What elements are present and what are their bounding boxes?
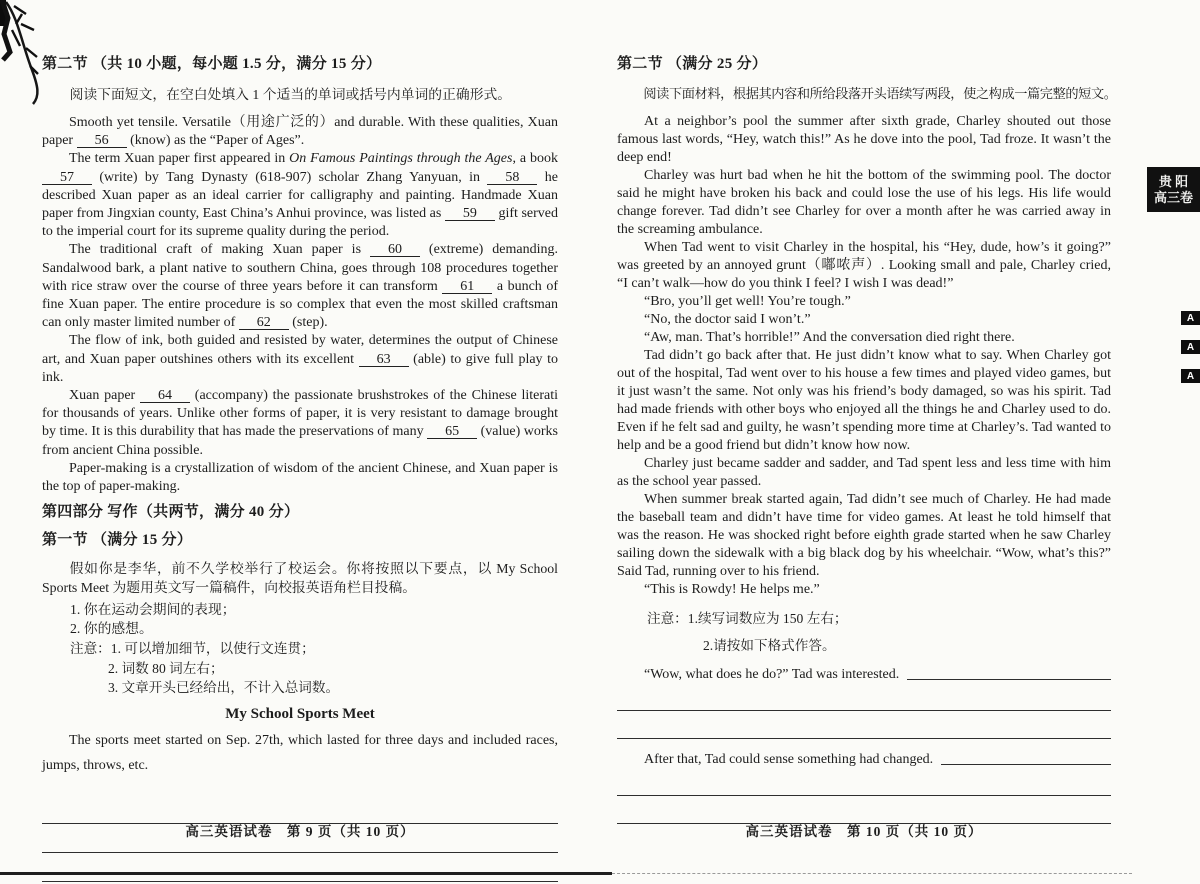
story-paragraph-10: “This is Rowdy! He helps me.” <box>644 582 820 597</box>
answer-lines-2 <box>617 768 1111 824</box>
story-paragraph-2: Charley was hurt bad when he hit the bottom of the swimming pool. The doctor said he might have broken his back and could lose the use of his legs. His life would change forever. Tad didn’t see Charley for over a month after he was carried away in the screaming ambulance. <box>617 168 1111 237</box>
registration-mark-1: A <box>1181 311 1200 325</box>
blank-62: 62 <box>239 316 289 330</box>
note-3: 3. 文章开头已经给出，不计入总词数。 <box>108 680 340 696</box>
cloze-paragraph-6: Paper-making is a crystallization of wisdom of the ancient Chinese, and Xuan paper is the top of paper-making. <box>42 460 558 495</box>
writing-point-1: 1. 你在运动会期间的表现； <box>70 602 236 618</box>
story-passage <box>617 113 1111 599</box>
section-2-heading-left: 第二节 （共 10 小题，每小题 1.5 分，满分 15 分） <box>42 56 382 72</box>
continuation-instruction: 阅读下面材料，根据其内容和所给段落开头语续写两段，使之构成一篇完整的短文。 <box>643 86 1117 101</box>
cloze-passage <box>42 114 558 496</box>
cloze-paragraph-5: Xuan paper 64 (accompany) the passionate brushstrokes of the Chinese literati for thousands of years. Unlike other forms of paper, it is very resistant to damage brought by time. It is this durability that has made the preservations of many 65 (value) works from ancient China possible. <box>42 388 558 458</box>
writing-line <box>617 711 1111 739</box>
essay-opening: The sports meet started on Sep. 27th, which lasted for three days and included races, jumps, throws, etc. <box>42 732 558 773</box>
page-10-footer: 高三英语试卷 第 10 页（共 10 页） <box>745 824 983 839</box>
blank-60: 60 <box>370 243 420 257</box>
blank-64: 64 <box>140 389 190 403</box>
writing-point-2: 2. 你的感想。 <box>70 621 153 637</box>
page-9-footer: 高三英语试卷 第 9 页（共 10 页） <box>185 824 415 839</box>
book-title: On Famous Paintings through the Ages <box>289 151 513 167</box>
page-9-column <box>42 52 558 882</box>
blank-58: 58 <box>487 171 537 185</box>
section-2-heading-right: 第二节 （满分 25 分） <box>617 56 768 72</box>
writing-prompt: 假如你是李华，前不久学校举行了校运会。你将按照以下要点，以 My School Sports Meet 为题用英文写一篇稿件，向校报英语角栏目投稿。 <box>42 561 558 596</box>
story-paragraph-5: “No, the doctor said I won’t.” <box>644 312 811 327</box>
story-paragraph-8: Charley just became sadder and sadder, and Tad spent less and less time with him as the school year passed. <box>617 456 1111 489</box>
cloze-paragraph-3: The traditional craft of making Xuan paper is 60 (extreme) demanding. Sandalwood bark, a plant native to southern China, goes through 108 procedures together with rice straw over the course of three years before it can transform 61 a bunch of fine Xuan paper. The entire procedure is so complex that even the most skilled craftsman can only master limited number of 62 (step). <box>42 242 559 331</box>
story-paragraph-7: Tad didn’t go back after that. He just didn’t know what to say. When Charley got out of the hospital, Tad went over to his house a few times and played video games, but it just wasn’t the same. Not only was his friend’s body damaged, so was his spirit. Tad had made friends with other boys who enjoyed all the things he and Charley used to do. Even if he felt sad and guilty, he wasn’t spending more time at Charley’s. Tad wanted to help and be a good friend but didn’t know how now. <box>617 348 1111 453</box>
stamp-line-2: 高三卷 <box>1153 190 1193 205</box>
continuation-1-lead: “Wow, what does he do?” Tad was interested. <box>617 667 1111 683</box>
writing-line <box>617 768 1111 796</box>
story-paragraph-6: “Aw, man. That’s horrible!” And the conversation died right there. <box>644 330 1015 345</box>
note-2: 2.请按如下格式作答。 <box>703 638 836 653</box>
writing-line <box>42 853 558 882</box>
cloze-paragraph-1: Smooth yet tensile. Versatile（用途广泛的）and durable. With these qualities, Xuan paper 56 (know) as the “Paper of Ages”. <box>42 115 558 149</box>
registration-marks <box>1181 311 1200 398</box>
notes-label: 注意： <box>70 641 111 657</box>
blank-65: 65 <box>427 425 477 439</box>
writing-line <box>617 683 1111 711</box>
continuation-notes <box>617 607 1111 654</box>
writing-points <box>42 600 558 638</box>
note-1: 注意：1.续写词数应为 150 左右； <box>647 611 848 626</box>
stamp-line-1: 贵 阳 <box>1158 174 1189 189</box>
blank-63: 63 <box>359 353 409 367</box>
blank-61: 61 <box>442 280 492 294</box>
story-paragraph-4: “Bro, you’ll get well! You’re tough.” <box>644 294 851 309</box>
notes-label: 注意： <box>647 611 688 626</box>
cloze-paragraph-4: The flow of ink, both guided and resisted by water, determines the output of Chinese art, and Xuan paper outshines others with its excellent 63 (able) to give full play to ink. <box>42 333 558 385</box>
blank-59: 59 <box>445 207 495 221</box>
section-1-heading: 第一节 （满分 15 分） <box>42 532 193 549</box>
scan-edge-line-faint <box>612 873 1132 874</box>
continuation-2-lead: After that, Tad could sense something had changed. <box>617 752 1111 768</box>
answer-line <box>907 677 1111 680</box>
registration-mark-3: A <box>1181 369 1200 383</box>
blank-57: 57 <box>42 171 92 185</box>
story-paragraph-1: At a neighbor’s pool the summer after sixth grade, Charley shouted out those famous last words, “Hey, watch this!” As he dove into the pool, Tad froze. It wasn’t the deep end! <box>617 114 1111 165</box>
answer-lines-1 <box>617 683 1111 739</box>
answer-line <box>941 762 1111 765</box>
region-stamp <box>1147 167 1200 212</box>
writing-notes <box>42 639 558 698</box>
cloze-paragraph-2: The term Xuan paper first appeared in On Famous Paintings through the Ages, a book 57 (write) by Tang Dynasty (618-907) scholar Zhang Yanyuan, in 58 he described Xuan paper as an ideal carrier for calligraphy and painting. Handmade Xuan paper from Jingxian county, East China’s Anhui province, was listed as 59 gift served to the imperial court for its supreme quality during the period. <box>42 151 558 240</box>
note-1: 注意：1. 可以增加细节，以使行文连贯； <box>70 641 315 657</box>
story-paragraph-9: When summer break started again, Tad didn’t see much of Charley. He had made the baseball team and didn’t have time for video games. At least he told himself that was the reason. He was shocked right before eighth grade started when he saw Charley sailing down the sidewalk with a big black dog by his wheelchair. “Wow, what’s this?” Said Tad, running over to his friend. <box>617 492 1111 579</box>
page-10-column <box>617 52 1117 824</box>
essay-title: My School Sports Meet <box>225 705 375 722</box>
scan-edge-line <box>0 872 612 875</box>
blank-56: 56 <box>77 134 127 148</box>
part-4-heading: 第四部分 写作（共两节，满分 40 分） <box>42 504 300 521</box>
note-2: 2. 词数 80 词左右； <box>108 660 224 676</box>
cloze-instruction: 阅读下面短文，在空白处填入 1 个适当的单词或括号内单词的正确形式。 <box>69 87 512 102</box>
story-paragraph-3: When Tad went to visit Charley in the hospital, his “Hey, dude, how’s it going?” was greeted by an annoyed grunt（嘟哝声）. Looking small and pale, Charley cried, “I can’t walk—how do you think I feel? I wish I was dead!” <box>617 240 1111 291</box>
registration-mark-2: A <box>1181 340 1200 354</box>
